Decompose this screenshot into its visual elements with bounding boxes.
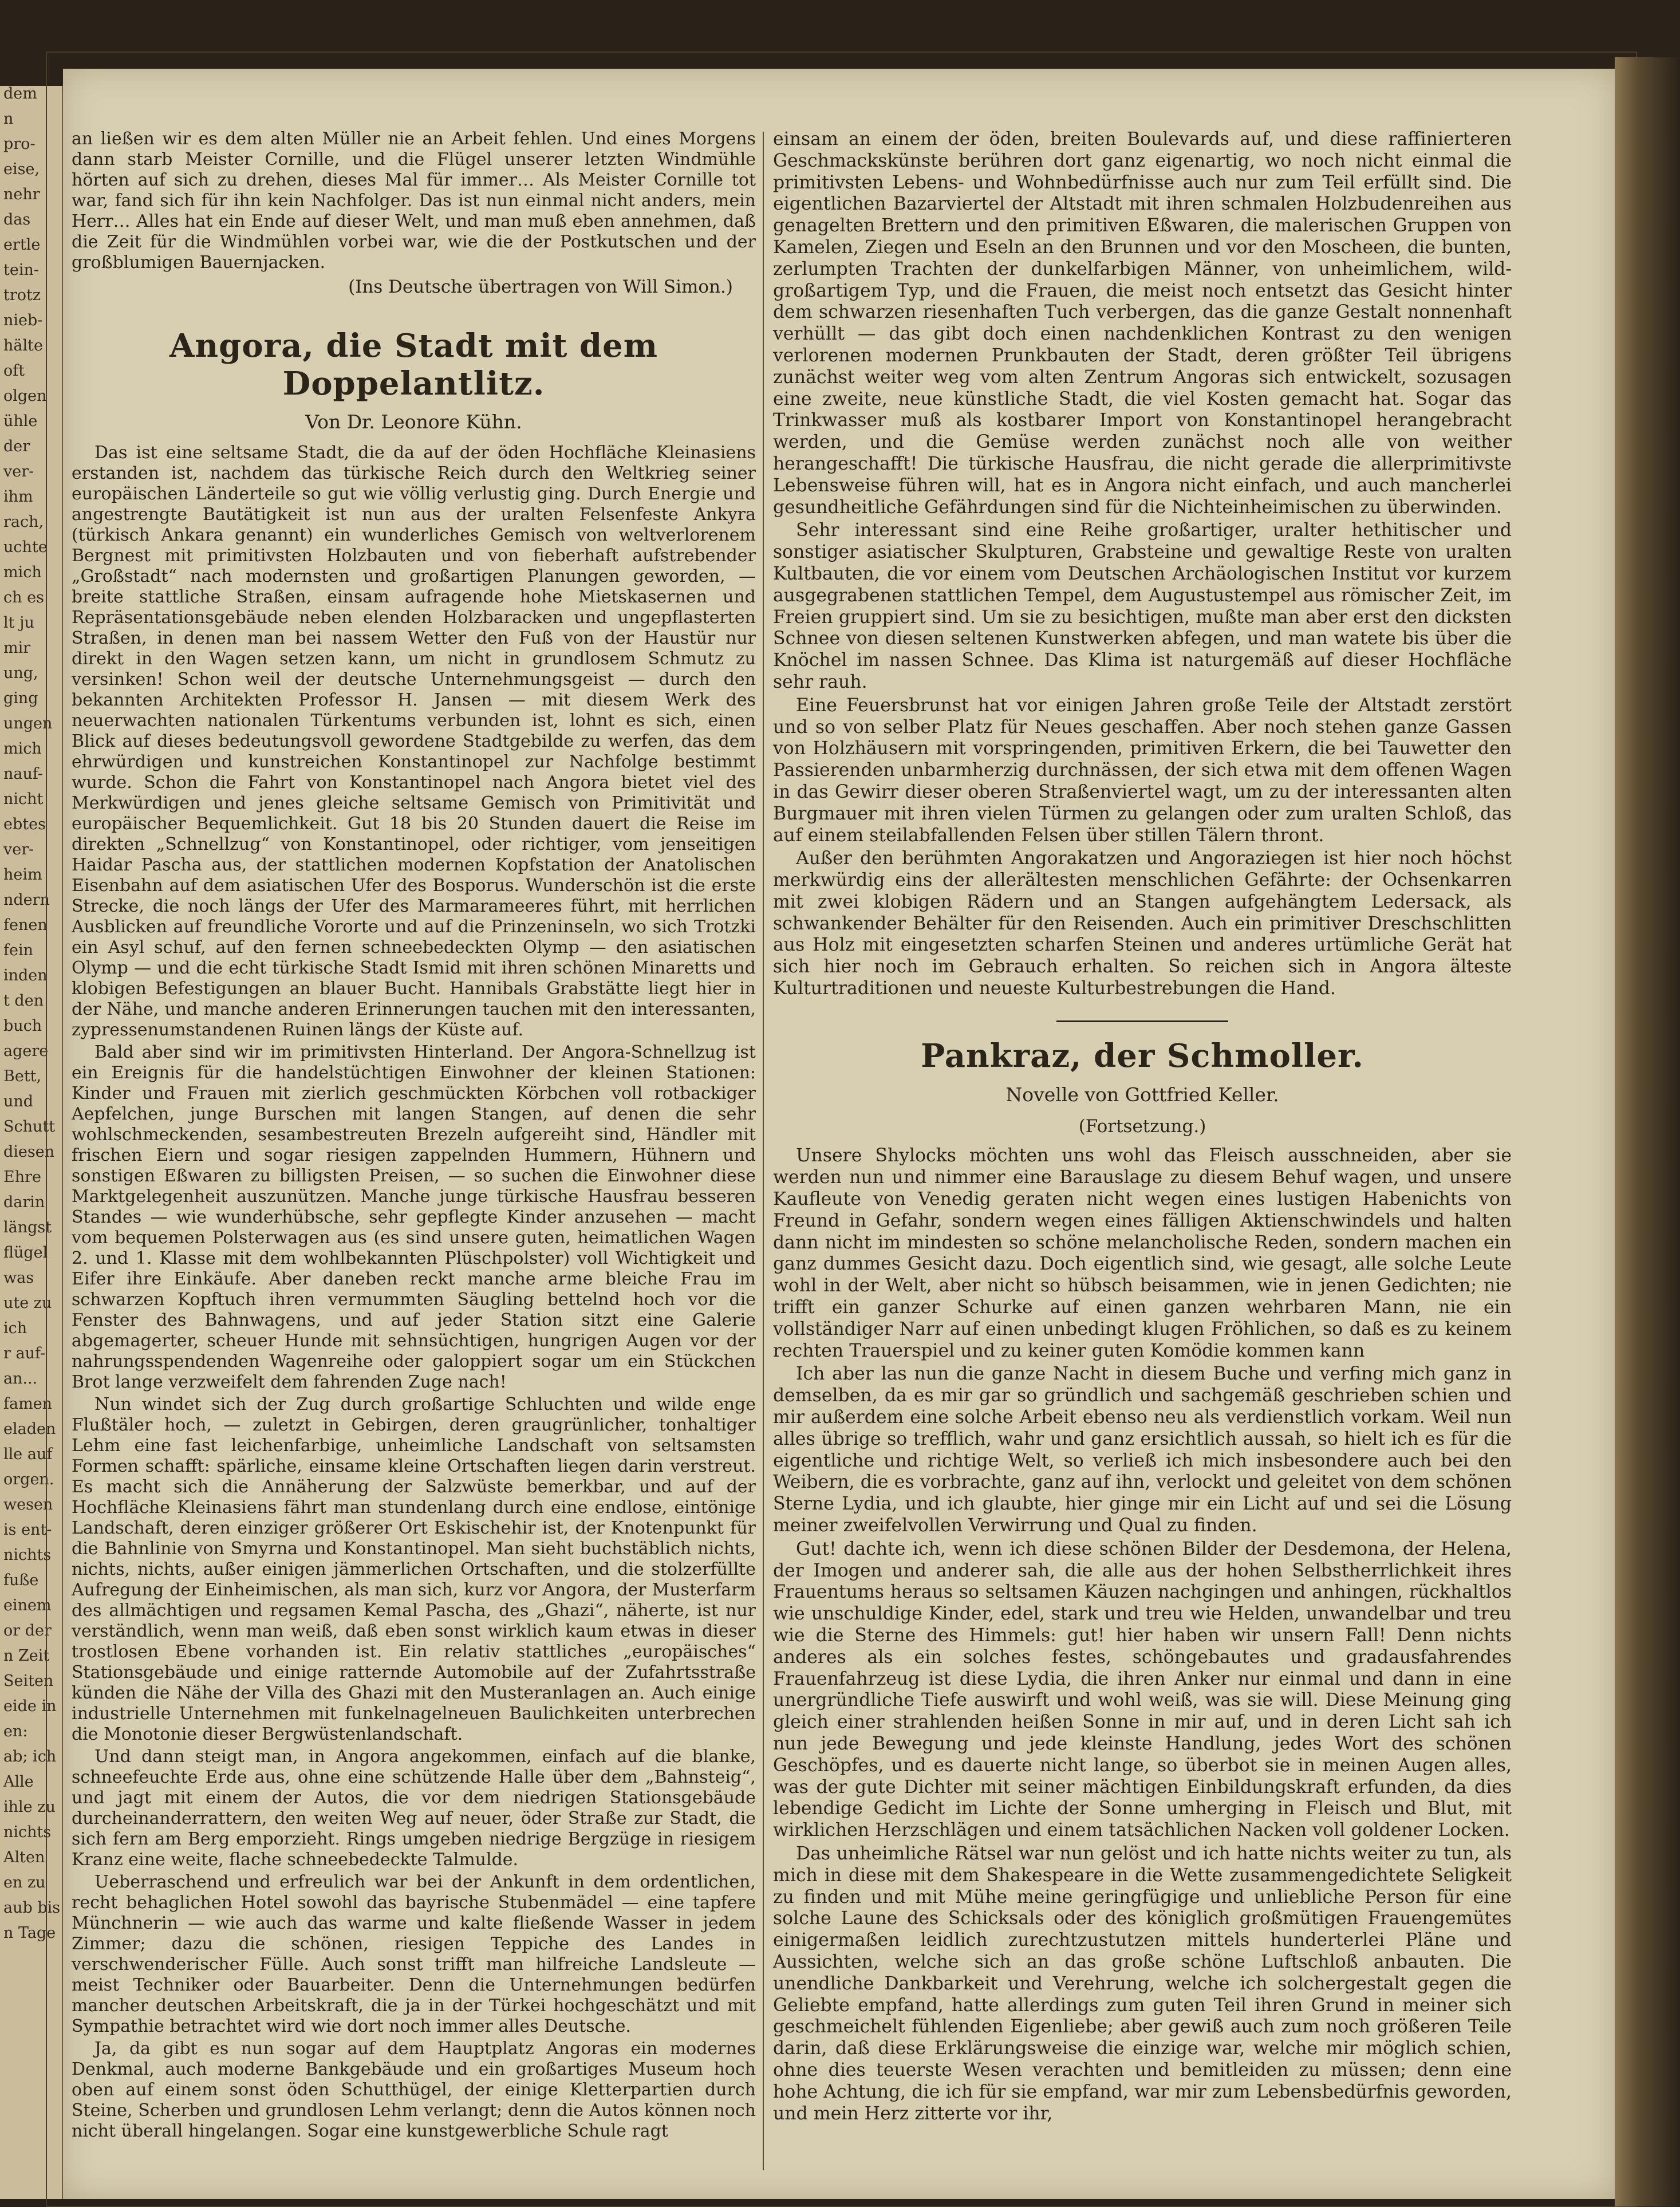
margin-fragment: dem	[3, 86, 37, 103]
margin-fragment: ihle zu	[3, 1798, 56, 1816]
margin-fragment: famen	[3, 1395, 53, 1413]
margin-fragment: Seiten	[3, 1672, 54, 1690]
margin-fragment: hälte	[3, 337, 43, 354]
margin-fragment: mich	[3, 563, 42, 581]
margin-fragment: eide in	[3, 1697, 57, 1715]
margin-fragment: lle auf	[3, 1445, 53, 1463]
windmill-story-ending: an ließen wir es dem alten Müller nie an Arbeit fehlen. Und eines Morgens dann starb Meister Cornille, und die Flügel unserer letzten Windmühle hörten auf sich zu drehen, dieses Mal für immer… Als Meister Cornille tot war, fand sich für ihn kein Nachfolger. Das ist nun einmal nicht anders, mein Herr… Alles hat ein Ende auf dieser Welt, und man muß eben annehmen, daß die Zeit für die Windmühlen vorbei war, wie die der Postkutschen und der großblumigen Bauernjacken.	[72, 129, 756, 273]
margin-fragment: n Zeit	[3, 1647, 50, 1665]
margin-fragment: längst	[3, 1219, 52, 1236]
margin-fragment: pro-	[3, 135, 36, 153]
article-paragraph: Eine Feuersbrunst hat vor einigen Jahren große Teile der Altstadt zerstört und so von selber Platz für Neues geschaffen. Aber noch stehen ganze Gassen von Holzhäusern mit vorspringenden, primitiven Erkern, die bei Tauwetter den Passierenden unbarmherzig durchnässen, der sich etwa mit dem offenen Wagen in das Gewirr dieser oberen Straßenviertel wagt, um zu der interessanten alten Burgmauer mit ihren vielen Türmen zu gelangen oder zum uralten Schloß, das auf einem steilabfallenden Felsen über stillen Tälern thront.	[773, 695, 1512, 846]
margin-fragment: ebtes	[3, 815, 46, 833]
article-byline: Von Dr. Leonore Kühn.	[305, 411, 522, 433]
right-column	[773, 129, 1512, 2126]
margin-fragment: agere	[3, 1042, 49, 1060]
margin-fragment: ertle	[3, 236, 41, 254]
novella-paragraph: Unsere Shylocks möchten uns wohl das Fleisch ausschneiden, aber sie werden nun und nimmer eine Barauslage zu diesem Behuf wagen, und unsere Kaufleute von Venedig geraten nicht wegen eines lustigen Habenichts von Freund in Gefahr, sondern wegen eines fälligen Aktienschwindels und halten dann nicht im mindesten so schöne melancholische Reden, sondern machen ein ganz dummes Gesicht dazu. Doch eigentlich sind, wie gesagt, alle solche Leute wohl in der Welt, aber nicht so hübsch beisammen, wie in jenen Gedichten; nie trifft ein ganzer Schurke auf einen ganzen wehrbaren Mann, nie ein vollständiger Narr auf einen unbedingt klugen Fröhlichen, so daß es zu keinem rechten Trauerspiel und zu keiner guten Komödie kommen kann	[773, 1145, 1512, 1361]
continuation-note: (Fortsetzung.)	[1078, 1116, 1206, 1137]
margin-fragment: Bett,	[3, 1067, 42, 1085]
novella-paragraph: Gut! dachte ich, wenn ich diese schönen Bilder der Desdemona, der Helena, der Imogen und anderer sah, die alle aus der hohen Selbstherrlichkeit ihres Frauentums heraus so seltsamen Käuzen nachgingen und anhingen, rückhaltlos wie unschuldige Kinder, edel, stark und treu wie Helden, unwandelbar und treu wie die Sterne des Himmels: gut! hier haben wir unsern Fall! Denn nichts anderes als ein solches festes, schöngebautes und gradausfahrendes Frauenfahrzeug ist diese Lydia, die ihren Anker nur einmal und dann in eine unergründliche Tiefe auswirft und wohl weiß, was sie will. Diese Meinung ging gleich einer strahlenden heißen Sonne in mir auf, und in deren Licht sah ich nun jede Bewegung und jede kleinste Handlung, jedes Wort des schönen Geschöpfes, und es dauerte nicht lange, so überbot sie in meinen Augen alles, was der gute Dichter mit seiner mächtigen Einbildungskraft erfunden, da dies lebendige Gedicht im Lichte der Sonne umherging in Fleisch und Blut, mit wirklichen Herzschlägen und einem tatsächlichen Nacken voll goldener Locken.	[773, 1538, 1512, 1841]
margin-fragment: eise,	[3, 160, 40, 178]
margin-fragment: Alle	[3, 1773, 34, 1791]
novella-title: Pankraz, der Schmoller.	[921, 1036, 1364, 1075]
margin-fragment: wesen	[3, 1496, 53, 1514]
margin-fragment: ndern	[3, 891, 50, 909]
margin-fragment: nicht	[3, 790, 44, 808]
margin-fragment: ute zu	[3, 1294, 52, 1312]
margin-fragment: das	[3, 211, 31, 228]
article-title: Angora, die Stadt mit dem Doppelantlitz.	[169, 327, 658, 403]
article-paragraph: Außer den berühmten Angorakatzen und Angoraziegen ist hier noch höchst merkwürdig eins der allerältesten menschlichen Gefährte: der Ochsenkarren mit zwei klobigen Rädern und an Stangen aufgehängtem Ledersack, als schwankender Behälter für den Reisenden. Auch ein primitiver Dreschschlitten aus Holz mit eingesetzten scharfen Steinen und anderes urtümliche Gerät hat sich hier noch im Gebrauch erhalten. So reichen sich in Angora älteste Kulturtraditionen und neueste Kulturbestrebungen die Hand.	[773, 848, 1512, 999]
margin-fragment: tein-	[3, 261, 39, 279]
margin-fragment: buch	[3, 1017, 42, 1035]
margin-fragment: mich	[3, 740, 42, 758]
article-paragraph: Ja, da gibt es nun sogar auf dem Hauptplatz Angoras ein modernes Denkmal, auch moderne Bankgebäude und ein großartiges Museum hoch oben auf einem sonst öden Schutthügel, der einige Kletterpartien durch Steine, Scherben und grundlosen Lehm verlangt; denn die Autos können noch nicht überall hingelangen. Sogar eine kunstgewerbliche Schule ragt	[72, 2039, 756, 2141]
margin-fragment: nichts	[3, 1546, 52, 1564]
article-paragraph: Ueberraschend und erfreulich war bei der Ankunft in dem ordentlichen, recht behaglichen Hotel sowohl das bayrische Stubenmädel — eine tapfere Münchnerin — wie auch das warme und kalte fließende Wasser in jedem Zimmer; dazu die schönen, riesigen Teppiche des Landes in verschwenderischer Fülle. Auch sonst trifft man hilfreiche Landsleute — meist Techniker oder Bauarbeiter. Denn die Unternehmungen bedürfen mancher deutschen Arbeitskraft, die ja in der Türkei hochgeschätzt und mit Sympathie betrachtet wird wie dort noch immer alles Deutsche.	[72, 1872, 756, 2036]
margin-fragment: fein	[3, 941, 33, 959]
margin-fragment: Schutt	[3, 1118, 56, 1136]
article-paragraph: einsam an einem der öden, breiten Boulevards auf, und diese raffinierteren Geschmackskünste berühren dort ganz eigenartig, wo noch nicht einmal die primitivsten Lebens- und Wohnbedürfnisse auch nur zum Teil erfüllt sind. Die eigentlichen Bazarviertel der Altstadt mit ihren schmalen Holzbudenreihen aus genagelten Brettern und den primitiven Eßwaren, die malerischen Gruppen von Kamelen, Ziegen und Eseln an den Brunnen und vor den Moscheen, die bunten, zerlumpten Trachten der dunkelfarbigen Männer, von unheimlichem, wild-großartigem Typ, und die Frauen, die meist noch entsetzt das Gesicht hinter dem schwarzen riesenhaften Tuch verbergen, das die ganze Gestalt nonnenhaft verhüllt — das gibt doch einen nachdenklichen Kontrast zu den wenigen verlorenen modernen Prunkbauten der Stadt, deren größter Teil übrigens zunächst weiter weg vom alten Zentrum Angoras sich entwickelt, sozusagen eine zweite, neue künstliche Stadt, die viel Kosten gemacht hat. Sogar das Trinkwasser muß als kostbarer Import von Konstantinopel herangebracht werden, und die Gemüse werden zunächst noch alle von weither herangeschafft! Die türkische Hausfrau, die nicht gerade die allerprimitivste Lebensweise führen will, hat es in Angora nicht einfach, und auch mancherlei gesundheitliche Gefährdungen sind für die Nichteinheimischen zu überwinden.	[773, 129, 1512, 518]
margin-fragment: n Tage	[3, 1924, 56, 1942]
margin-fragment: der	[3, 438, 30, 455]
margin-fragment: Alten	[3, 1849, 45, 1866]
margin-fragment: fenen	[3, 916, 48, 934]
margin-fragment: ver-	[3, 463, 34, 480]
margin-fragment: was	[3, 1269, 34, 1287]
margin-fragment: Ehre	[3, 1168, 41, 1186]
margin-fragment: orgen.	[3, 1471, 54, 1488]
left-column	[72, 129, 756, 2143]
margin-fragment: rach,	[3, 513, 44, 531]
margin-fragment: nauf-	[3, 765, 44, 783]
section-rule	[1056, 1020, 1228, 1022]
margin-fragment: darin	[3, 1193, 45, 1211]
margin-fragment: ungen	[3, 715, 53, 732]
page-edge-strip	[1615, 57, 1680, 2206]
margin-fragment: ch es	[3, 589, 44, 606]
margin-fragment: trotz	[3, 286, 41, 304]
margin-fragment: ung,	[3, 664, 38, 682]
article-paragraph: Und dann steigt man, in Angora angekommen, einfach auf die blanke, schneefeuchte Erde aus, ohne eine schützende Halle über dem „Bahnsteig“, und jagt mit einem der Autos, die vor dem niedrigen Stationsgebäude durcheinanderrattern, den weiten Weg auf neuer, öder Straße zur Stadt, die sich fern am Berg emporzieht. Rings umgeben niedrige Bergzüge in riesigem Kranz eine weite, flache schneebedeckte Talmulde.	[72, 1747, 756, 1870]
margin-fragment: ihm	[3, 488, 33, 506]
margin-fragment: ab; ich	[3, 1748, 57, 1765]
novella-paragraph: Das unheimliche Rätsel war nun gelöst und ich hatte nichts weiter zu tun, als mich in diese mit dem Shakespeare in die Wette zusammengedichtete Seligkeit zu finden und mit Mühe meine geringfügige und unliebliche Person für eine solche Laune des Schicksals oder des königlich großmütigen Frauengemütes einigermaßen leidlich zurechtzustutzen mittels hunderterlei Pläne und Aussichten, welche sich an das große schöne Luftschloß anbauten. Die unendliche Dankbarkeit und Verehrung, welche ich solchergestalt gegen die Geliebte empfand, hatte allerdings zum guten Teil ihren Grund in meiner sich geschmeichelt fühlenden Eigenliebe; aber gewiß auch zum noch größeren Teile darin, daß diese Erklärungsweise die einzige war, welche mir möglich schien, ohne dies teuerste Wesen verachten und bemitleiden zu müssen; denn eine hohe Achtung, die ich für sie empfand, war mir zum Lebensbedürfnis geworden, und mein Herz zitterte vor ihr,	[773, 1843, 1512, 2124]
margin-fragment: diesen	[3, 1143, 55, 1161]
margin-fragment: eladen	[3, 1420, 56, 1438]
margin-fragment: ver-	[3, 841, 34, 858]
margin-fragment: nichts	[3, 1823, 52, 1841]
article-paragraph: Sehr interessant sind eine Reihe großartiger, uralter hethitischer und sonstiger asiatischer Skulpturen, Grabsteine und gewaltige Reste von uralten Kultbauten, die vor einem vom Deutschen Archäologischen Institut vor kurzem ausgegrabenen stattlichen Tempel, dem Augustustempel aus römischer Zeit, im Freien gruppiert sind. Um sie zu besichtigen, mußte man aber erst den dicksten Schnee von diesen seltenen Kunstwerken abfegen, und man watete bis über die Knöchel im nassen Schnee. Das Klima ist naturgemäß auf dieser Hochfläche sehr rauh.	[773, 520, 1512, 692]
margin-fragment: inden	[3, 967, 48, 984]
margin-fragment: nieb-	[3, 312, 43, 329]
article-paragraph: Nun windet sich der Zug durch großartige Schluchten und wilde enge Flußtäler hoch, — zuletzt in Gebirgen, deren graugrünlicher, tonhaltiger Lehm eine fast leichenfarbige, unheimliche Landschaft von seltsamsten Formen schafft: spärliche, einsame kleine Ortschaften liegen darin verstreut. Es macht sich die Annäherung der Salzwüste bemerkbar, und auf der Hochfläche Kleinasiens fährt man stundenlang durch eine endlose, eintönige Landschaft, deren einziger größerer Ort Eskischehir ist, der Knotenpunkt für die Bahnlinie von Smyrna und Konstantinopel. Man sieht buchstäblich nichts, nichts, nichts, außer einigen jämmerlichen Ortschaften, und die stolzerfüllte Aufregung der Einheimischen, als man sich, kurz vor Angora, der Musterfarm des allmächtigen und regsamen Kemal Pascha, des „Ghazi“, näherte, ist nur verständlich, wenn man weiß, daß eben sonst wirklich kaum etwas in dieser trostlosen Ebene vorhanden ist. Ein relativ stattliches „europäisches“ Stationsgebäude und einige ratternde Automobile auf der Zufahrtsstraße künden die Nähe der Villa des Ghazi mit den Musteranlagen an. Auch einige industrielle Unternehmen mit funkelnagelneuen Baulichkeiten unterbrechen die Monotonie dieser Bergwüstenlandschaft.	[72, 1394, 756, 1744]
margin-fragment: olgen	[3, 387, 47, 405]
margin-fragment: und	[3, 1093, 34, 1110]
margin-fragment: einem	[3, 1597, 52, 1614]
margin-fragment: t den	[3, 992, 44, 1010]
margin-fragment: ging	[3, 689, 38, 707]
article-paragraph: Das ist eine seltsame Stadt, die da auf der öden Hochfläche Kleinasiens erstanden ist, nachdem das türkische Reich durch den Weltkrieg seiner europäischen Länderteile so gut wie völlig verlustig ging. Durch Energie und angestrengte Bautätigkeit ist nun aus der uralten Felsenfeste Ankyra (türkisch Ankara genannt) ein wunderliches Gemisch von weltverlorenem Bergnest mit primitivsten Holzbauten und von fieberhaft aufstrebender „Großstadt“ nach modernsten und großartigen Planungen geworden, — breite stattliche Straßen, einsam aufragende hohe Mietskasernen und Repräsentationsgebäude neben elenden Holzbaracken und ungepflasterten Straßen, in denen man bei nassem Wetter den Fuß von der Haustür nur direkt in den Wagen setzen kann, um nicht in grundlosem Schmutz zu versinken! Schon weil der deutsche Unternehmungsgeist — durch den bekannten Architekten Professor H. Jansen — mit diesem Werk des neuerwachten nationalen Türkentums verbunden ist, lohnt es sich, einen Blick auf dieses bedeutungsvoll gewordene Stadtgebilde zu werfen, das dem ehrwürdigen und kunstreichen Konstantinopel zur Nachfolge bestimmt wurde. Schon die Fahrt von Konstantinopel nach Angora bietet viel des Merkwürdigen und jenes gleiche seltsame Gemisch von Primitivität und europäischer Bequemlichkeit. Gut 18 bis 20 Stunden dauert die Reise im direkten „Schnellzug“ von Konstantinopel, oder richtiger, vom jenseitigen Haidar Pascha aus, der stattlichen modernen Kopfstation der Anatolischen Eisenbahn auf dem asiatischen Ufer des Bosporus. Wunderschön ist die erste Strecke, die noch längs der Ufer des Marmarameeres führt, mit herrlichen Ausblicken auf freundliche Vororte und auf die Prinzeninseln, wo sich Trotzki ein Asyl schuf, auf den fernen schneebedeckten Olymp — den asiatischen Olymp — und die echt türkische Stadt Ismid mit ihren schönen Minaretts und klobigen Befestigungen an blauer Bucht. Hannibals Grabstätte liegt hier in der Nähe, und manche anderen Erinnerungen tauchen mit den interessanten, zypressenumstandenen Ruinen längs der Küste auf.	[72, 443, 756, 1040]
margin-fragment: mir	[3, 639, 31, 657]
margin-fragment: oft	[3, 362, 25, 380]
margin-fragment: heim	[3, 866, 42, 884]
margin-fragment: ich	[3, 1319, 27, 1337]
margin-fragment: r auf-	[3, 1345, 46, 1362]
margin-fragment: flügel	[3, 1244, 48, 1262]
margin-fragment: uchte	[3, 538, 48, 556]
margin-fragment: lt ju	[3, 614, 34, 632]
newspaper-sheet	[63, 69, 1615, 2199]
margin-fragment: is ent-	[3, 1521, 52, 1539]
margin-fragment: en zu	[3, 1874, 46, 1891]
margin-fragment: an...	[3, 1370, 38, 1388]
margin-fragment: n	[3, 110, 14, 128]
margin-fragment: fuße	[3, 1571, 39, 1589]
margin-fragment: ühle	[3, 412, 38, 430]
article-paragraph: Bald aber sind wir im primitivsten Hinterland. Der Angora-Schnellzug ist ein Ereignis für die handelstüchtigen Einwohner der kleinen Stationen: Kinder und Frauen mit zierlich geschmückten Körbchen voll rotbackiger Aepfelchen, junge Burschen mit langen Stangen, auf denen die sehr wohlschmeckenden, sesambestreuten Brezeln aufgereiht sind, Händler mit frischen Eiern und sogar riesigen zappelnden Hummern, Hühnern und sonstigen Eßwaren zu billigsten Preisen, — so suchen die Einwohner diese Marktgelegenheit auszunützen. Manche junge türkische Hausfrau besseren Standes — wie wunderhübsche, sehr gepflegte Kinder anzusehen — macht vom bequemen Polsterwagen aus (es sind unsere guten, heimatlichen Wagen 2. und 1. Klasse mit dem wohlbekannten Plüschpolster) voll Wichtigkeit und Eifer ihre Einkäufe. Aber daneben reckt manche arme bleiche Frau im schwarzen Kopftuch ihren vermummten Säugling bettelnd hoch vor die Fenster des Bahnwagens, und auf jeder Station sitzt eine Galerie abgemagerter, scheuer Hunde mit sehnsüchtigen, hungrigen Augen vor der nahrungsspendenden Wagenreihe oder galoppiert sogar um ein Stückchen Brot lange verzweifelt dem fahrenden Zuge nach!	[72, 1042, 756, 1392]
novella-paragraph: Ich aber las nun die ganze Nacht in diesem Buche und verfing mich ganz in demselben, da es mir gar so gründlich und sachgemäß geschrieben schien und mir außerdem eine solche Arbeit ebenso neu als verdienstlich vorkam. Weil nun alles übrige so trefflich, wahr und ganz ersichtlich aussah, so hielt ich es für die eigentliche und richtige Welt, so verließ ich mich insbesondere auch bei den Weibern, die es vorbrachte, ganz auf ihn, verlockt und geleitet von dem schönen Sterne Lydia, und ich glaubte, hier ginge mir ein Licht auf und sei die Lösung meiner zweifelvollen Verwirrung und Qual zu finden.	[773, 1363, 1512, 1536]
translation-credit: (Ins Deutsche übertragen von Will Simon.)	[348, 277, 733, 297]
novella-byline: Novelle von Gottfried Keller.	[1005, 1083, 1279, 1106]
margin-fragment: or der	[3, 1622, 52, 1640]
margin-fragment: aub bis	[3, 1899, 61, 1917]
previous-page-edge	[0, 86, 64, 2199]
column-divider	[763, 132, 764, 2170]
margin-fragment: nehr	[3, 186, 40, 203]
margin-fragment: en:	[3, 1723, 28, 1740]
